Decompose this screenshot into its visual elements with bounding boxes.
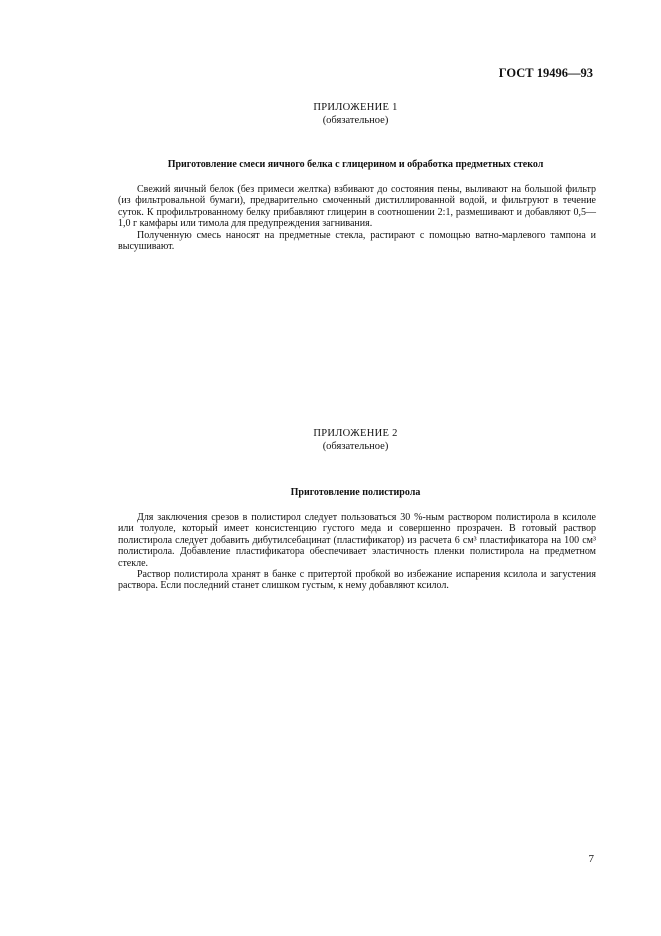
appendix-2-paragraph-2: Раствор полистирола хранят в банке с притертой пробкой во избежание испарения ксилола и загустения раствора. Если последний станет слишком густым, к нему добавляют ксилол. — [118, 569, 596, 592]
appendix-2-status: (обязательное) — [322, 441, 389, 452]
appendix-1-heading: Приготовление смеси яичного белка с глицерином и обработка предметных стекол — [167, 159, 544, 170]
appendix-1-body — [118, 184, 596, 252]
appendix-2-heading: Приготовление полистирола — [290, 487, 421, 498]
document-code: ГОСТ 19496—93 — [498, 66, 593, 80]
appendix-2-paragraph-1: Для заключения срезов в полистирол следует пользоваться 30 %-ным раствором полистирола в ксилоле или толуоле, который имеет консистенцию густого меда и совершенно прозрачен. В готовый раствор полистирола следует добавить дибутилсебацинат (пластификатор) из расчета 6 см³ пластификатора на 100 см³ полистирола. Добавление пластификатора обеспечивает эластичность пленки полистирола на предметном стекле. — [118, 512, 596, 569]
appendix-2-body — [118, 512, 596, 592]
page-number: 7 — [588, 853, 594, 865]
appendix-2-label — [118, 427, 593, 453]
appendix-1-status: (обязательное) — [322, 115, 389, 126]
appendix-1-paragraph-2: Полученную смесь наносят на предметные стекла, растирают с помощью ватно-марлевого тампона и высушивают. — [118, 229, 596, 253]
appendix-1-title: ПРИЛОЖЕНИЕ 1 — [313, 102, 398, 113]
appendix-1-label — [118, 101, 593, 127]
appendix-1-paragraph-1: Свежий яичный белок (без примеси желтка) взбивают до состояния пены, выливают на большой фильтр (из фильтровальной бумаги), предварительно смоченный дистиллированной водой, и фильтруют в течение суток. К профильтрованному белку прибавляют глицерин в соотношении 2:1, размешивают и добавляют 0,5—1,0 г камфары или тимола для предупреждения загнивания. — [118, 184, 596, 230]
appendix-2-title: ПРИЛОЖЕНИЕ 2 — [313, 428, 398, 439]
